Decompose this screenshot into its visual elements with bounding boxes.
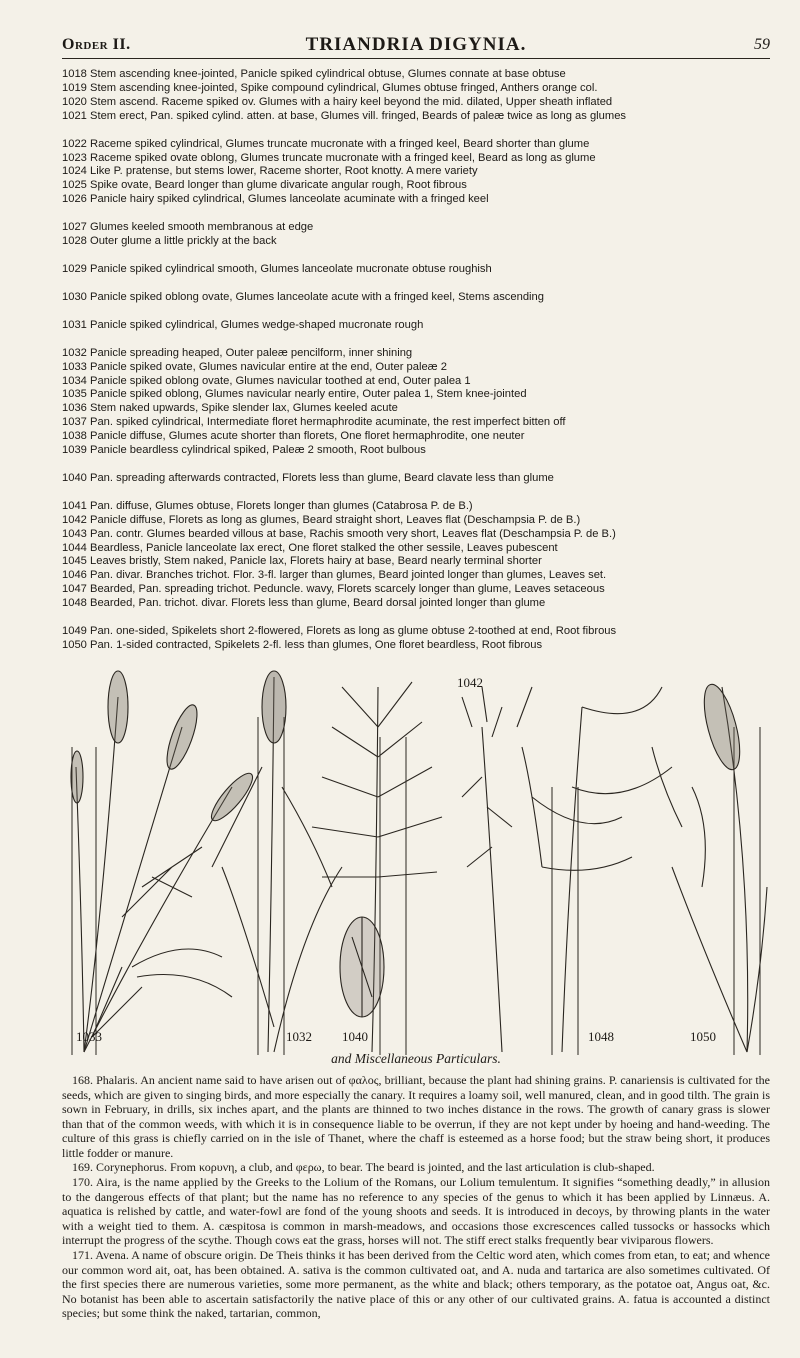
species-entry: 1024 Like P. pratense, but stems lower, Raceme shorter, Root knotty. A mere variety [62, 165, 478, 178]
species-entry: 1036 Stem naked upwards, Spike slender lax, Glumes keeled acute [62, 402, 398, 415]
genus-note: 170. Aira, is the name applied by the Greeks to the Lolium of the Romans, our Lolium temulentum. It signifies “something deadly,” in allusion to the dangerous effects of that plant; but the name has no reference to any species of the genus to which it has been applied by Linnæus. A. aquatica is relished by cattle, and water-fowl are fond of the young shoots and seeds. It is introduced in decoys, by throwing plants in the water with a weight tied to them. A. cæspitosa is common in marsh-meadows, and occasions those excrescences called tussocks or hassocks which interrupt the progress of the scythe. Though cows eat the grass, horses will not. The stiff erect stalks frequently bear viviparous flowers. [62, 1175, 770, 1248]
species-entry: 1032 Panicle spreading heaped, Outer paleæ pencilform, inner shining [62, 346, 413, 359]
species-entry: 1033 Panicle spiked ovate, Glumes navicular entire at the end, Outer paleæ 2 [62, 360, 447, 373]
species-entry: 1047 Bearded, Pan. spreading trichot. Peduncle. wavy, Florets scarcely longer than glume, Leaves setaceous [62, 583, 605, 596]
figure-label-1032: 1032 [286, 1028, 312, 1044]
species-entry: 1021 Stem erect, Pan. spiked cylind. atten. at base, Glumes vill. fringed, Beards of paleæ twice as long as glumes [62, 109, 627, 122]
figure-1050-plant [652, 681, 767, 1052]
species-entry: 1050 Pan. 1-sided contracted, Spikelets 2-fl. less than glumes, One floret beardless, Root fibrous [62, 639, 543, 651]
figure-1048-plant [517, 687, 672, 1052]
species-entry: 1041 Pan. diffuse, Glumes obtuse, Florets longer than glumes (Catabrosa P. de B.) [62, 499, 473, 512]
genus-note: 171. Avena. A name of obscure origin. De Theis thinks it has been derived from the Celtic word aten, which comes from etan, to eat; and whence our common word ait, oat, has been obtained. A. sativa is the common cultivated oat, and A. nuda and tartarica are also sometimes cultivated. Of the first species there are numerous varieties, some more permanent, as the white and black; others temporary, as the potatoe oat, Angus oat, &c. No botanist has been able to ascertain satisfactorily the native place of this or any other of our cultivated grains. A. fatua is accounted a distinct species; but some think the naked, tartarian, common, [62, 1248, 770, 1321]
species-entries [62, 68, 770, 653]
species-entry: 1025 Spike ovate, Beard longer than glume divaricate angular rough, Root fibrous [62, 179, 467, 192]
species-entry: 1043 Pan. contr. Glumes bearded villous at base, Rachis smooth very short, Leaves flat (Deschampsia P. de B.) [62, 527, 616, 540]
genus-note: 168. Phalaris. An ancient name said to have arisen out of φαλος, brilliant, because the plant had shining grains. P. canariensis is cultivated for the seeds, which are given to singing birds, and more especially the canary. It requires a loamy soil, well manured, clean, and in good tilth. The grain is sown in February, in drills, six inches apart, and the plants are thinned to two inches distance in the rows. The growth of canary grass is slower than that of the common weeds, with which it is in consequence liable to be overrun, if they are not kept under by hoeing and hand-weeding. The culture of this grass is chiefly carried on in the isle of Thanet, where the chaff is esteemed as a horse food; but the straw being short, it produces little fodder or manure. [62, 1072, 770, 1160]
species-entry: 1029 Panicle spiked cylindrical smooth, Glumes lanceolate mucronate obtuse roughish [62, 262, 492, 275]
grass-engravings [62, 667, 770, 1057]
figure-1032-plant [212, 671, 342, 1052]
species-entry: 1030 Panicle spiked oblong ovate, Glumes lanceolate acute with a fringed keel, Stems ascending [62, 290, 544, 303]
entry-group [62, 263, 770, 277]
entry-group [62, 221, 770, 249]
section-heading: TRIANDRIA DIGYNIA. [305, 34, 527, 55]
species-entry: 1022 Raceme spiked cylindrical, Glumes truncate mucronate with a fringed keel, Beard shorter than glume [62, 137, 590, 150]
species-entry: 1020 Stem ascend. Raceme spiked ov. Glumes with a hairy keel beyond the mid. dilated, Upper sheath inflated [62, 95, 613, 108]
figure-label-1042: 1042 [457, 674, 483, 690]
entry-group [62, 347, 770, 458]
figure-label-1048: 1048 [588, 1028, 614, 1044]
species-entry: 1028 Outer glume a little prickly at the back [62, 235, 277, 248]
species-entry: 1026 Panicle hairy spiked cylindrical, Glumes lanceolate acuminate with a fringed keel [62, 193, 489, 206]
species-entry: 1023 Raceme spiked ovate oblong, Glumes truncate mucronate with a fringed keel, Beard as long as glume [62, 151, 596, 164]
page-number: 59 [754, 36, 770, 53]
species-entry: 1035 Panicle spiked oblong, Glumes navicular nearly entire, Outer palea 1, Stem knee-jointed [62, 388, 527, 401]
species-entry: 1042 Panicle diffuse, Florets as long as glumes, Beard straight short, Leaves flat (Deschampsia P. de B.) [62, 513, 581, 526]
entry-group [62, 500, 770, 611]
species-entry: 1038 Panicle diffuse, Glumes acute shorter than florets, One floret hermaphrodite, one neuter [62, 430, 525, 443]
species-entry: 1031 Panicle spiked cylindrical, Glumes wedge-shaped mucronate rough [62, 318, 424, 331]
entry-group [62, 625, 770, 653]
entry-group [62, 472, 770, 486]
species-entry: 1040 Pan. spreading afterwards contracted, Florets less than glume, Beard clavate less than glume [62, 471, 554, 484]
species-entry: 1044 Beardless, Panicle lanceolate lax erect, One floret stalked the other sessile, Leaves pubescent [62, 541, 558, 554]
species-entry: 1045 Leaves bristly, Stem naked, Panicle lax, Florets hairy at base, Beard nearly terminal shorter [62, 555, 542, 568]
botanical-illustrations [62, 667, 770, 1057]
order-label: Order II. [62, 36, 131, 53]
species-entry: 1039 Panicle beardless cylindrical spiked, Paleæ 2 smooth, Root bulbous [62, 444, 426, 457]
species-entry: 1048 Bearded, Pan. trichot. divar. Florets less than glume, Beard dorsal jointed longer than glume [62, 597, 546, 610]
genus-note: 169. Corynephorus. From κορυνη, a club, and φερω, to bear. The beard is jointed, and the last articulation is club-shaped. [72, 1160, 655, 1175]
section-title: and Miscellaneous Particulars. [331, 1050, 501, 1066]
figure-label-1033: 1033 [76, 1028, 102, 1044]
species-entry: 1027 Glumes keeled smooth membranous at edge [62, 221, 314, 234]
entry-group [62, 291, 770, 305]
species-entry: 1018 Stem ascending knee-jointed, Panicle spiked cylindrical obtuse, Glumes connate at base obtuse [62, 68, 566, 80]
figure-1033-plant [71, 671, 258, 1052]
figure-label-1040: 1040 [342, 1028, 368, 1044]
entry-group [62, 138, 770, 208]
entry-group [62, 68, 770, 124]
species-entry: 1049 Pan. one-sided, Spikelets short 2-flowered, Florets as long as glume obtuse 2-toothed at end, Root fibrous [62, 625, 617, 638]
figure-label-1050: 1050 [690, 1028, 716, 1044]
entry-group [62, 319, 770, 333]
book-page [62, 34, 770, 1321]
species-entry: 1037 Pan. spiked cylindrical, Intermediate floret hermaphrodite acuminate, the rest imperfect bitten off [62, 416, 566, 429]
species-entry: 1019 Stem ascending knee-jointed, Spike compound cylindrical, Glumes obtuse fringed, Anthers orange col. [62, 81, 598, 94]
species-entry: 1046 Pan. divar. Branches trichot. Flor. 3-fl. larger than glumes, Beard jointed longer than glumes, Leaves set. [62, 569, 607, 582]
genus-notes [62, 1073, 770, 1321]
page-header [62, 34, 770, 59]
species-entry: 1034 Panicle spiked oblong ovate, Glumes navicular toothed at end, Outer palea 1 [62, 374, 471, 387]
